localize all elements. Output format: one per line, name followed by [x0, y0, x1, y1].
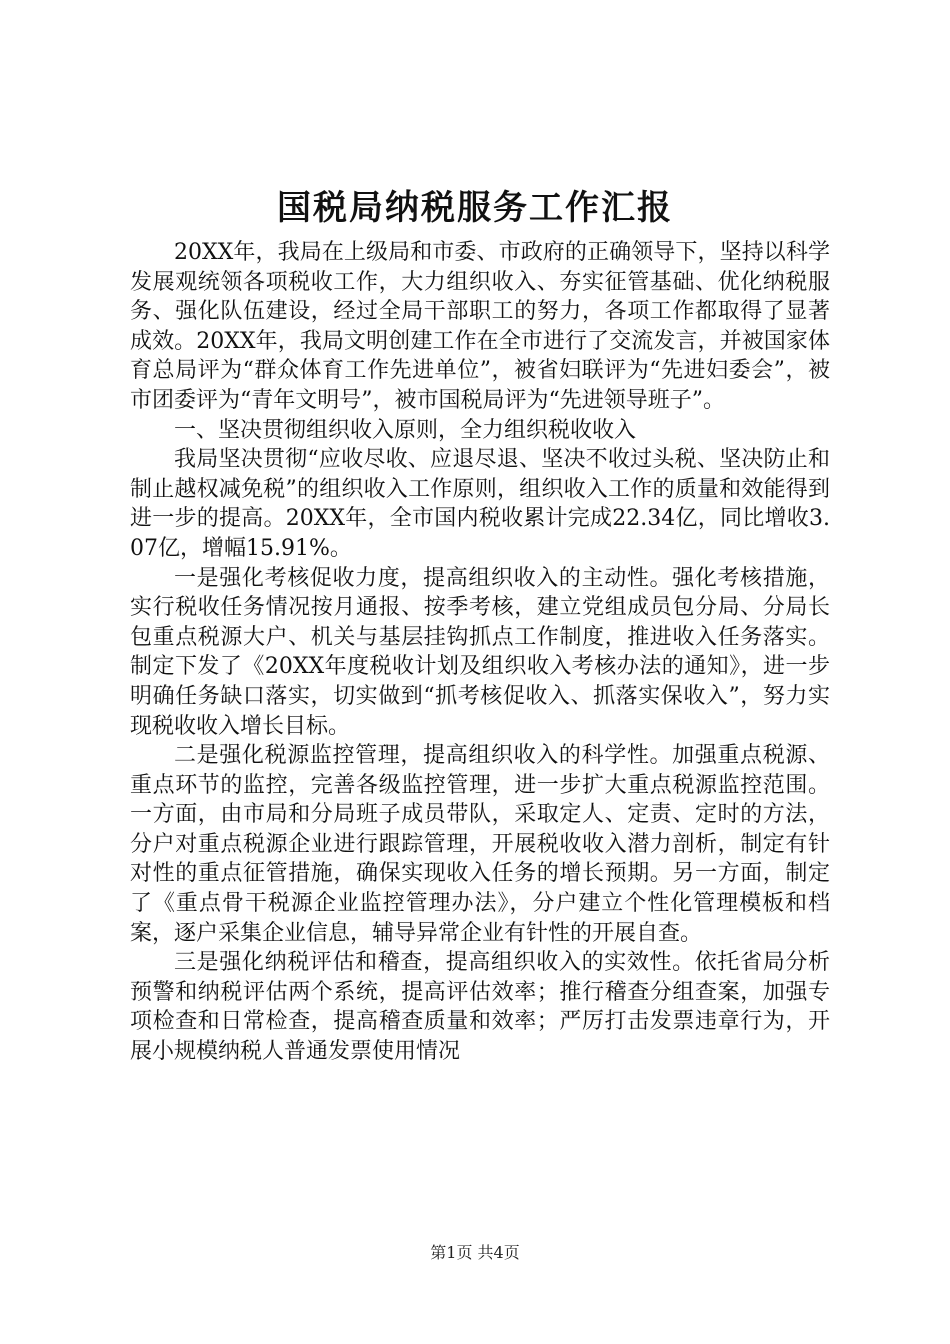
paragraph-intro: 20XX年，我局在上级局和市委、市政府的正确领导下，坚持以科学发展观统领各项税收工作，大力组织收入、夯实征管基础、优化纳税服务、强化队伍建设，经过全局干部职工的努力，各项工作都取得了显著成效。20XX年，我局文明创建工作在全市进行了交流发言，并被国家体育总局评为“群众体育工作先进单位”，被省妇联评为“先进妇委会”，被市团委评为“青年文明号”，被市国税局评为“先进领导班子”。: [130, 240, 830, 413]
paragraph-point-3: 三是强化纳税评估和稽查，提高组织收入的实效性。依托省局分析预警和纳税评估两个系统，提高评估效率；推行稽查分组查案，加强专项检查和日常检查，提高稽查质量和效率；严厉打击发票违章行为，开展小规模纳税人普通发票使用情况: [130, 950, 830, 1065]
document-title: 国税局纳税服务工作汇报: [277, 188, 673, 228]
document-body: [130, 238, 830, 1067]
page-footer: 第1页 共4页: [430, 1243, 520, 1262]
section-heading-1: 一、坚决贯彻组织收入原则，全力组织税收收入: [174, 417, 637, 443]
paragraph-point-1: 一是强化考核促收力度，提高组织收入的主动性。强化考核措施，实行税收任务情况按月通报、按季考核，建立党组成员包分局、分局长包重点税源大户、机关与基层挂钩抓点工作制度，推进收入任务落实。制定下发了《20XX年度税收计划及组织收入考核办法的通知》，进一步明确任务缺口落实，切实做到“抓考核促收入、抓落实保收入”，努力实现税收收入增长目标。: [130, 565, 830, 739]
paragraph-principle: 我局坚决贯彻“应收尽收、应退尽退、坚决不收过头税、坚决防止和制止越权减免税”的组织收入工作原则，组织收入工作的质量和效能得到进一步的提高。20XX年，全市国内税收累计完成22.34亿，同比增收3.07亿，增幅15.91%。: [130, 447, 830, 561]
paragraph-point-2: 二是强化税源监控管理，提高组织收入的科学性。加强重点税源、重点环节的监控，完善各级监控管理，进一步扩大重点税源监控范围。一方面，由市局和分局班子成员带队，采取定人、定责、定时的方法，分户对重点税源企业进行跟踪管理，开展税收收入潜力剖析，制定有针对性的重点征管措施，确保实现收入任务的增长预期。另一方面，制定了《重点骨干税源企业监控管理办法》，分户建立个性化管理模板和档案，逐户采集企业信息，辅导异常企业有针性的开展自查。: [130, 743, 830, 946]
